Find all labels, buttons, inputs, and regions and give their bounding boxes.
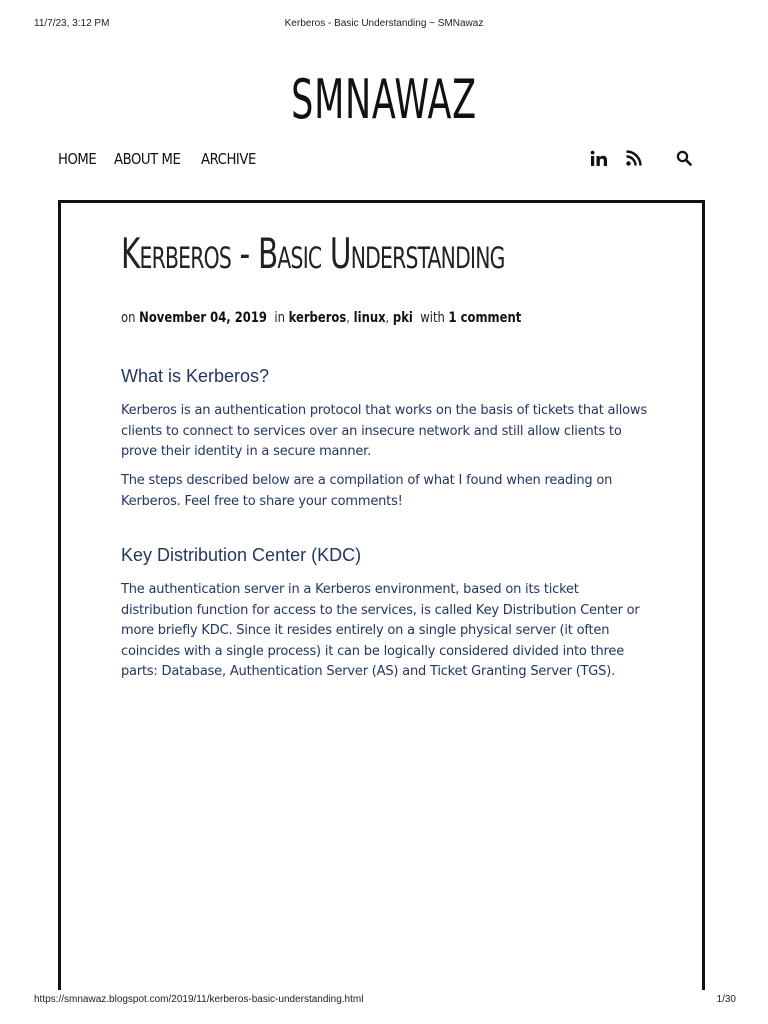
print-datetime: 11/7/23, 3:12 PM — [34, 18, 110, 29]
post-title[interactable]: Kerberos - Basic Understanding — [121, 229, 505, 278]
rss-icon[interactable] — [626, 150, 642, 166]
main-nav — [58, 150, 263, 172]
print-header — [0, 18, 768, 32]
post-meta: on November 04, 2019 in kerberos, linux, pki with 1 comment — [121, 310, 522, 326]
meta-on: on — [121, 310, 136, 326]
label-link-linux[interactable]: linux — [353, 310, 386, 326]
nav-item-home[interactable]: HOME — [58, 150, 97, 168]
linkedin-icon[interactable] — [590, 150, 608, 168]
section-paragraph: The steps described below are a compilation of what I found when reading on Kerberos. Feel free to share your comments! — [121, 473, 613, 509]
nav-item-archive[interactable]: ARCHIVE — [200, 150, 256, 168]
nav-item-about-me[interactable]: ABOUT ME — [113, 150, 180, 168]
post-date[interactable]: November 04, 2019 — [139, 310, 267, 326]
meta-in: in — [274, 310, 285, 326]
print-url: https://smnawaz.blogspot.com/2019/11/kerberos-basic-understanding.html — [34, 994, 364, 1005]
search-icon[interactable] — [676, 150, 692, 166]
print-footer — [0, 994, 768, 1008]
section-paragraph: Kerberos is an authentication protocol that works on the basis of tickets that allows clients to connect to services over an insecure network and still allow clients to prove their identity in a secure manner. — [121, 403, 647, 459]
section-heading-what-is-kerberos: What is Kerberos? — [121, 366, 270, 386]
meta-with: with — [420, 310, 445, 326]
comments-link[interactable]: 1 comment — [448, 310, 522, 326]
print-page-title: Kerberos - Basic Understanding ~ SMNawaz — [284, 18, 484, 29]
nav-icons — [588, 150, 698, 172]
section-heading-kdc: Key Distribution Center (KDC) — [121, 545, 362, 565]
label-link-kerberos[interactable]: kerberos — [288, 310, 347, 326]
label-link-pki[interactable]: pki — [392, 310, 413, 326]
site-title[interactable]: SMNAWAZ — [291, 68, 477, 131]
print-page-number: 1/30 — [716, 994, 736, 1005]
section-paragraph: The authentication server in a Kerberos environment, based on its ticket distribution function for access to the services, is called Key Distribution Center or more briefly KDC. Since it resides entirely on a single physical server (it often coincides with a single process) it can be logically considered divided into three parts: Database, Authentication Server (AS) and Ticket Granting Server (TGS). — [121, 582, 640, 679]
